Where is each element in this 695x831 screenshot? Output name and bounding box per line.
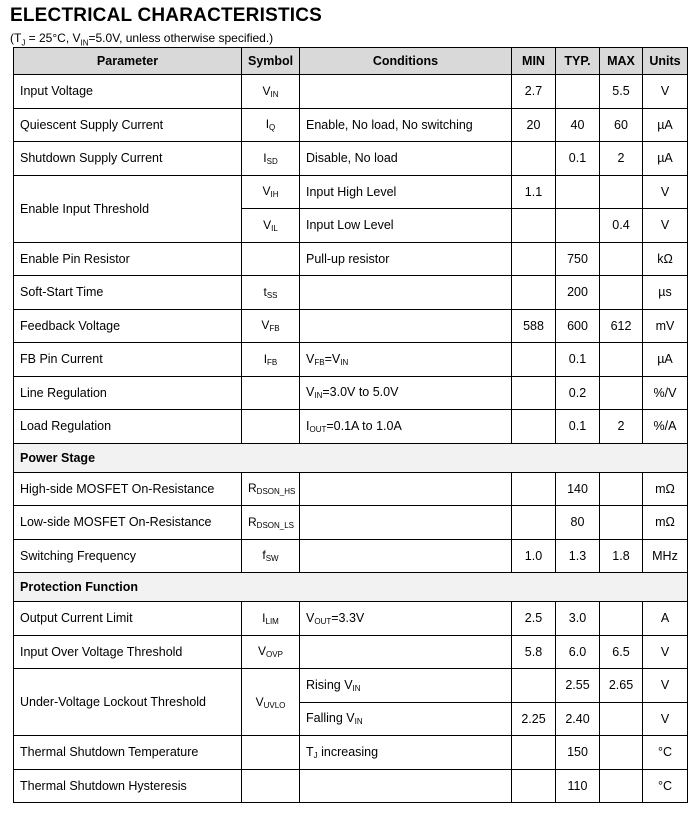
page-title: ELECTRICAL CHARACTERISTICS <box>10 5 323 26</box>
unit-cell: V <box>643 175 688 209</box>
max-cell <box>600 343 643 377</box>
condition-cell: $I_{OUT}=0.1A$ to 1.0A <box>300 410 512 444</box>
condition-cell: $V_{IN}=3.0V$ to 5.0V <box>300 376 512 410</box>
param-cell: Input Voltage <box>14 75 242 109</box>
unit-cell: µA <box>643 343 688 377</box>
min-cell <box>512 209 556 243</box>
condition-cell: $V_{FB}=V_{IN}$ <box>300 343 512 377</box>
max-cell <box>600 276 643 310</box>
typ-cell: 1.3 <box>556 539 600 573</box>
typ-cell: 0.1 <box>556 142 600 176</box>
section-heading: Power Stage <box>14 443 688 472</box>
unit-cell: V <box>643 669 688 703</box>
table-row <box>14 343 688 377</box>
param-cell: Quiescent Supply Current <box>14 108 242 142</box>
min-cell: 2.5 <box>512 602 556 636</box>
param-cell: Enable Pin Resistor <box>14 242 242 276</box>
max-cell <box>600 736 643 770</box>
symbol-cell: $V_{FB}$ <box>242 309 300 343</box>
typ-cell: 2.40 <box>556 702 600 736</box>
condition-cell <box>300 276 512 310</box>
typ-cell <box>556 175 600 209</box>
min-cell <box>512 142 556 176</box>
table-row <box>14 276 688 310</box>
max-cell <box>600 506 643 540</box>
unit-cell: mΩ <box>643 506 688 540</box>
typ-cell: 6.0 <box>556 635 600 669</box>
table-row <box>14 635 688 669</box>
max-cell <box>600 602 643 636</box>
param-cell: FB Pin Current <box>14 343 242 377</box>
unit-cell: µA <box>643 108 688 142</box>
section-row-protection <box>14 573 688 602</box>
param-cell: Switching Frequency <box>14 539 242 573</box>
symbol-cell: $I_Q$ <box>242 108 300 142</box>
min-cell: 5.8 <box>512 635 556 669</box>
condition-cell: Enable, No load, No switching <box>300 108 512 142</box>
typ-cell: 3.0 <box>556 602 600 636</box>
param-cell: Line Regulation <box>14 376 242 410</box>
min-cell <box>512 736 556 770</box>
unit-cell: mΩ <box>643 472 688 506</box>
symbol-cell: $t_{SS}$ <box>242 276 300 310</box>
typ-cell: 200 <box>556 276 600 310</box>
max-cell: 2 <box>600 142 643 176</box>
table-row <box>14 472 688 506</box>
condition-cell: $T_J$ increasing <box>300 736 512 770</box>
max-cell: 5.5 <box>600 75 643 109</box>
condition-cell <box>300 635 512 669</box>
max-cell <box>600 702 643 736</box>
unit-cell: µs <box>643 276 688 310</box>
typ-cell: 110 <box>556 769 600 803</box>
table-row <box>14 376 688 410</box>
column-header: Units <box>643 48 688 75</box>
symbol-cell <box>242 736 300 770</box>
symbol-cell: $V_{UVLO}$ <box>242 669 300 736</box>
condition-cell <box>300 472 512 506</box>
typ-cell: 140 <box>556 472 600 506</box>
typ-cell: 150 <box>556 736 600 770</box>
max-cell <box>600 472 643 506</box>
column-header: Conditions <box>300 48 512 75</box>
min-cell <box>512 769 556 803</box>
min-cell: 2.7 <box>512 75 556 109</box>
table-row <box>14 410 688 444</box>
table-row <box>14 669 688 703</box>
unit-cell: MHz <box>643 539 688 573</box>
typ-cell <box>556 75 600 109</box>
condition-cell: Disable, No load <box>300 142 512 176</box>
typ-cell: 750 <box>556 242 600 276</box>
page-subtitle: ($T_J = 25^\circ C$, $V_{IN}=5.0V$, unless otherwise specified.) <box>10 31 274 48</box>
param-cell: Load Regulation <box>14 410 242 444</box>
unit-cell: °C <box>643 736 688 770</box>
table-row <box>14 309 688 343</box>
min-cell <box>512 242 556 276</box>
section-row-power-stage <box>14 443 688 472</box>
typ-cell: 0.1 <box>556 410 600 444</box>
min-cell: 1.1 <box>512 175 556 209</box>
typ-cell: 0.1 <box>556 343 600 377</box>
min-cell <box>512 410 556 444</box>
condition-cell: Input High Level <box>300 175 512 209</box>
min-cell: 588 <box>512 309 556 343</box>
table-header-row <box>14 48 688 75</box>
max-cell <box>600 376 643 410</box>
unit-cell: A <box>643 602 688 636</box>
param-cell: Thermal Shutdown Temperature <box>14 736 242 770</box>
unit-cell: V <box>643 635 688 669</box>
max-cell: 612 <box>600 309 643 343</box>
min-cell <box>512 472 556 506</box>
typ-cell: 600 <box>556 309 600 343</box>
symbol-cell: $V_{IN}$ <box>242 75 300 109</box>
max-cell: 0.4 <box>600 209 643 243</box>
symbol-cell <box>242 242 300 276</box>
symbol-cell: $V_{IL}$ <box>242 209 300 243</box>
param-cell: Under-Voltage Lockout Threshold <box>14 669 242 736</box>
max-cell <box>600 175 643 209</box>
table-row <box>14 108 688 142</box>
condition-cell <box>300 75 512 109</box>
min-cell <box>512 669 556 703</box>
table-row <box>14 539 688 573</box>
max-cell <box>600 242 643 276</box>
typ-cell: 0.2 <box>556 376 600 410</box>
unit-cell: °C <box>643 769 688 803</box>
column-header: TYP. <box>556 48 600 75</box>
symbol-cell <box>242 769 300 803</box>
symbol-cell: $R_{DSON\_LS}$ <box>242 506 300 540</box>
symbol-cell: $I_{SD}$ <box>242 142 300 176</box>
unit-cell: %/V <box>643 376 688 410</box>
typ-cell: 80 <box>556 506 600 540</box>
table-row <box>14 175 688 209</box>
min-cell <box>512 376 556 410</box>
max-cell: 2.65 <box>600 669 643 703</box>
param-cell: Low-side MOSFET On-Resistance <box>14 506 242 540</box>
symbol-cell: $I_{FB}$ <box>242 343 300 377</box>
max-cell: 1.8 <box>600 539 643 573</box>
min-cell <box>512 276 556 310</box>
table-row <box>14 506 688 540</box>
unit-cell: mV <box>643 309 688 343</box>
max-cell <box>600 769 643 803</box>
condition-cell <box>300 769 512 803</box>
condition-cell: Input Low Level <box>300 209 512 243</box>
unit-cell: V <box>643 75 688 109</box>
symbol-cell: $I_{LIM}$ <box>242 602 300 636</box>
electrical-characteristics-table <box>13 47 688 803</box>
typ-cell: 2.55 <box>556 669 600 703</box>
table-row <box>14 142 688 176</box>
unit-cell: kΩ <box>643 242 688 276</box>
table-row <box>14 736 688 770</box>
symbol-cell: $f_{SW}$ <box>242 539 300 573</box>
max-cell: 2 <box>600 410 643 444</box>
condition-cell: $V_{OUT}=3.3V$ <box>300 602 512 636</box>
condition-cell <box>300 506 512 540</box>
param-cell: Input Over Voltage Threshold <box>14 635 242 669</box>
column-header: Parameter <box>14 48 242 75</box>
table-row <box>14 75 688 109</box>
max-cell: 60 <box>600 108 643 142</box>
column-header: MAX <box>600 48 643 75</box>
min-cell <box>512 506 556 540</box>
column-header: Symbol <box>242 48 300 75</box>
min-cell <box>512 343 556 377</box>
section-heading: Protection Function <box>14 573 688 602</box>
table-row <box>14 769 688 803</box>
typ-cell: 40 <box>556 108 600 142</box>
symbol-cell <box>242 410 300 444</box>
condition-cell <box>300 309 512 343</box>
max-cell: 6.5 <box>600 635 643 669</box>
symbol-cell: $V_{OVP}$ <box>242 635 300 669</box>
param-cell: Output Current Limit <box>14 602 242 636</box>
min-cell: 1.0 <box>512 539 556 573</box>
condition-cell: Falling $V_{IN}$ <box>300 702 512 736</box>
typ-cell <box>556 209 600 243</box>
param-cell: Feedback Voltage <box>14 309 242 343</box>
unit-cell: µA <box>643 142 688 176</box>
column-header: MIN <box>512 48 556 75</box>
min-cell: 20 <box>512 108 556 142</box>
unit-cell: %/A <box>643 410 688 444</box>
symbol-cell: $V_{IH}$ <box>242 175 300 209</box>
param-cell: High-side MOSFET On-Resistance <box>14 472 242 506</box>
table-row <box>14 242 688 276</box>
condition-cell <box>300 539 512 573</box>
param-cell: Shutdown Supply Current <box>14 142 242 176</box>
param-cell: Soft-Start Time <box>14 276 242 310</box>
symbol-cell: $R_{DSON\_HS}$ <box>242 472 300 506</box>
condition-cell: Rising $V_{IN}$ <box>300 669 512 703</box>
param-cell: Thermal Shutdown Hysteresis <box>14 769 242 803</box>
condition-cell: Pull-up resistor <box>300 242 512 276</box>
table-row <box>14 602 688 636</box>
min-cell: 2.25 <box>512 702 556 736</box>
unit-cell: V <box>643 702 688 736</box>
param-cell: Enable Input Threshold <box>14 175 242 242</box>
unit-cell: V <box>643 209 688 243</box>
symbol-cell <box>242 376 300 410</box>
